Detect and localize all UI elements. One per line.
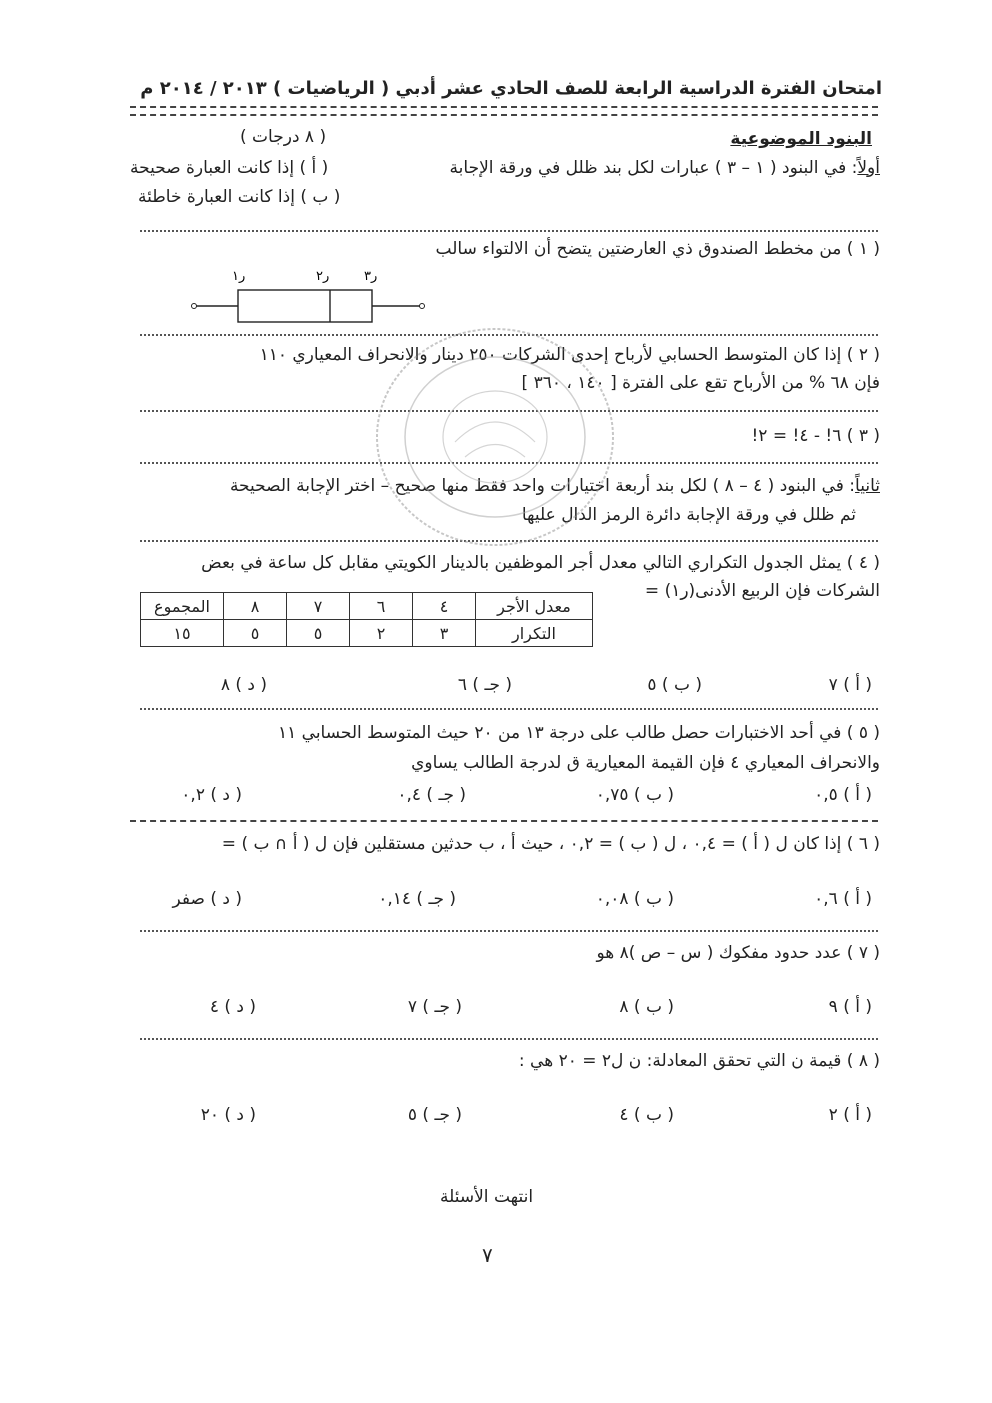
q6-option-b[interactable]: ( ب ) ٠,٠٨: [595, 889, 674, 909]
label-q2: ر٢: [316, 269, 330, 284]
section2-text: : في البنود ( ٤ – ٨ ) لكل بند أربعة اختيارات واحد فقط منها صحيح – اختر الإجابة الصحيحة: [229, 476, 856, 496]
section-heading: البنود الموضوعية: [730, 129, 872, 149]
q8-option-a[interactable]: ( أ ) ٢: [828, 1105, 872, 1125]
label-q1: ر١: [232, 269, 246, 284]
q4-option-d[interactable]: ( د ) ٨: [220, 675, 267, 695]
exam-title: امتحان الفترة الدراسية الرابعة للصف الحادي عشر أدبي ( الرياضيات ) ٢٠١٣ / ٢٠١٤ م: [140, 78, 882, 99]
row-header-freq: التكرار: [476, 620, 593, 647]
separator: [140, 230, 878, 232]
q7-text: ( ٧ ) عدد حدود مفكوك ( س – ص )٨ هو: [596, 943, 880, 963]
q1-text: ( ١ ) من مخطط الصندوق ذي العارضتين يتضح أن الالتواء سالب: [435, 239, 880, 259]
q4-line1: ( ٤ ) يمثل الجدول التكراري التالي معدل أجر الموظفين بالدينار الكويتي مقابل كل ساعة في بعض: [201, 553, 880, 573]
section2-label: ثانياً: [855, 476, 880, 496]
row-header-wage: معدل الأجر: [476, 593, 593, 620]
q6-option-c[interactable]: ( جـ ) ٠,١٤: [378, 889, 456, 909]
separator: [140, 708, 878, 710]
q7-option-a[interactable]: ( أ ) ٩: [828, 997, 872, 1017]
q6-option-d[interactable]: ( د ) صفر: [172, 889, 242, 909]
end-of-questions: انتهت الأسئلة: [440, 1187, 534, 1207]
q7-option-b[interactable]: ( ب ) ٨: [619, 997, 674, 1017]
q2-line2: فإن ٦٨ % من الأرباح تقع على الفترة [ ١٤٠ ، ٣٦٠ ]: [521, 373, 880, 393]
separator: [140, 930, 878, 932]
freq-cell: ٥: [224, 620, 287, 647]
q8-option-d[interactable]: ( د ) ٢٠: [200, 1105, 256, 1125]
q4-option-c[interactable]: ( جـ ) ٦: [457, 675, 512, 695]
section-marks: ( ٨ درجات ): [240, 127, 327, 147]
instruction-text: : في البنود ( ١ – ٣ ) عبارات لكل بند ظلل في ورقة الإجابة: [449, 158, 858, 178]
q8-option-c[interactable]: ( جـ ) ٥: [407, 1105, 462, 1125]
q5-option-b[interactable]: ( ب ) ٠,٧٥: [595, 785, 674, 805]
option-true-text: ( أ ) إذا كانت العبارة صحيحة: [130, 158, 329, 178]
separator: [140, 1038, 878, 1040]
q7-option-c[interactable]: ( جـ ) ٧: [407, 997, 462, 1017]
q5-option-c[interactable]: ( جـ ) ٠,٤: [397, 785, 466, 805]
q6-text: ( ٦ ) إذا كان ل ( أ ) = ٠,٤ ، ل ( ب ) = ٠,٢ ، حيث أ ، ب حدثين مستقلين فإن ل ( أ ∩ ب ) =: [221, 834, 880, 854]
section2-line2: ثم ظلل في ورقة الإجابة دائرة الرمز الدال عليها: [521, 505, 856, 525]
freq-cell: ٥: [287, 620, 350, 647]
label-q3: ر٣: [364, 269, 378, 284]
wage-cell: ٦: [350, 593, 413, 620]
total-value: ١٥: [141, 620, 224, 647]
q5-line1: ( ٥ ) في أحد الاختبارات حصل طالب على درجة ١٣ من ٢٠ حيث المتوسط الحسابي ١١: [277, 723, 880, 743]
q5-option-a[interactable]: ( أ ) ٠,٥: [814, 785, 872, 805]
q5-line2: والانحراف المعياري ٤ فإن القيمة المعيارية ق لدرجة الطالب يساوي: [411, 753, 880, 773]
option-false-text: ( ب ) إذا كانت العبارة خاطئة: [138, 187, 341, 207]
frequency-table: [140, 592, 593, 647]
freq-cell: ٢: [350, 620, 413, 647]
freq-cell: ٣: [413, 620, 476, 647]
total-label: المجموع: [141, 593, 224, 620]
q7-option-d[interactable]: ( د ) ٤: [209, 997, 256, 1017]
max-point: [420, 304, 425, 309]
table-row: [141, 593, 593, 620]
box: [238, 290, 372, 322]
q3-text: ( ٣ ) ٦! - ٤! = ٢!: [751, 426, 880, 446]
page-number: ٧: [482, 1243, 493, 1267]
q5-option-d[interactable]: ( د ) ٠,٢: [181, 785, 242, 805]
q4-line2: الشركات فإن الربيع الأدنى(ر١) =: [644, 581, 880, 601]
q4-option-b[interactable]: ( ب ) ٥: [647, 675, 702, 695]
table-row: [141, 620, 593, 647]
wage-cell: ٤: [413, 593, 476, 620]
q6-option-a[interactable]: ( أ ) ٠,٦: [814, 889, 872, 909]
wage-cell: ٨: [224, 593, 287, 620]
header-separator: [130, 106, 878, 116]
q8-option-b[interactable]: ( ب ) ٤: [619, 1105, 674, 1125]
min-point: [192, 304, 197, 309]
q8-text: ( ٨ ) قيمة ن التي تحقق المعادلة: ن ل٢ = ٢٠ هي :: [518, 1051, 880, 1071]
section-instruction: [450, 157, 880, 179]
q4-option-a[interactable]: ( أ ) ٧: [828, 675, 872, 695]
wage-cell: ٧: [287, 593, 350, 620]
box-plot-diagram: [180, 268, 440, 328]
q2-line1: ( ٢ ) إذا كان المتوسط الحسابي لأرباح إحدى الشركات ٢٥٠ دينار والانحراف المعياري ١١٠: [259, 345, 880, 365]
separator: [130, 820, 878, 822]
instruction-label: أولاً: [857, 158, 880, 178]
school-stamp-watermark: [370, 322, 620, 552]
